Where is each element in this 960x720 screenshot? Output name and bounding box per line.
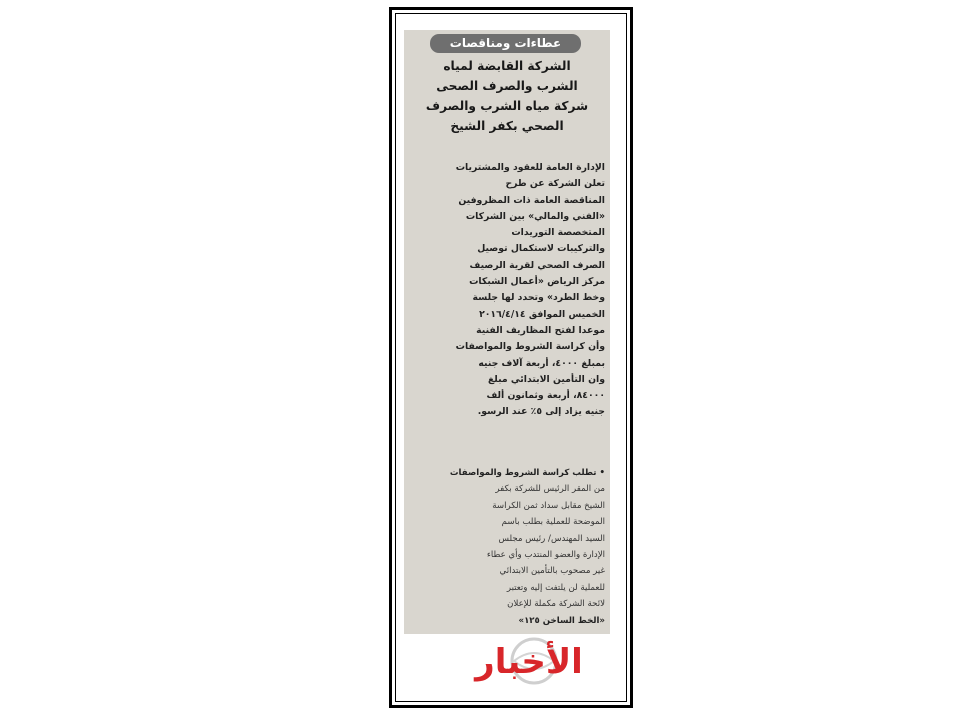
clipping-inner-border (395, 13, 627, 702)
notes-line: غير مصحوب بالتأمين الابتدائي (499, 566, 605, 577)
newspaper-logo (460, 631, 598, 691)
body-line: المناقصة العامة ذات المظروفين (458, 194, 605, 206)
notes-line: السيد المهندس/ رئيس مجلس (498, 533, 605, 544)
al-akhbar-logo-icon (460, 631, 598, 691)
headline (408, 56, 606, 136)
notes-line: الإدارة والعضو المنتدب وأي عطاء (486, 550, 605, 561)
body-line: الصرف الصحي لقرية الرصيف (469, 259, 605, 271)
announcement-body (409, 160, 605, 421)
body-line: «الفني والمالي» بين الشركات (465, 210, 605, 222)
body-line: الخميس الموافق ٢٠١٦/٤/١٤ (479, 308, 605, 320)
body-line: وخط الطرد» وتحدد لها جلسة (472, 292, 605, 304)
newspaper-clipping (404, 30, 610, 634)
logo-text: الأخبار (475, 642, 583, 682)
body-line: تعلن الشركة عن طرح (505, 178, 605, 190)
body-line: المتخصصة التوريدات (511, 227, 605, 239)
headline-line: الصحي بكفر الشيخ (450, 119, 564, 133)
body-line: بمبلغ ٤٠٠٠، أربعة آلاف جنيه (478, 357, 605, 369)
notes-line: الموضحة للعملية بطلب باسم (501, 517, 605, 528)
notes-line: «الخط الساخن ١٢٥» (518, 615, 605, 626)
body-line: جنيه يزاد إلى ٥٪ عند الرسو. (477, 406, 605, 418)
clipping-frame (389, 7, 633, 708)
body-line: ٨٤٠٠٠، أربعة وثمانون ألف (486, 390, 605, 402)
notes-line: للعملية لن يلتفت إليه وتعتبر (506, 582, 605, 593)
section-label: عطاءات ومناقصات (430, 34, 581, 53)
body-line: وأن كراسة الشروط والمواصفات (455, 341, 605, 353)
body-line: الإدارة العامة للعقود والمشتريات (455, 162, 605, 173)
body-line: والتركيبات لاستكمال توصيل (477, 243, 605, 255)
headline-line: الشركة القابضة لمياه (443, 59, 571, 73)
announcement-notes (409, 465, 605, 629)
notes-line: من المقر الرئيس للشركة بكفر (495, 484, 605, 495)
headline-line: الشرب والصرف الصحى (436, 79, 578, 93)
notes-line: الشيخ مقابل سداد ثمن الكراسة (492, 500, 605, 511)
body-line: وان التأمين الابتدائي مبلغ (487, 373, 605, 385)
body-line: مركز الرياض «أعمال الشبكات (469, 276, 605, 288)
headline-line: شركة مياه الشرب والصرف (425, 99, 589, 113)
body-line: موعدا لفتح المظاريف الفنية (476, 324, 605, 336)
notes-line: • تطلب كراسة الشروط والمواصفات (449, 468, 605, 478)
notes-line: لائحة الشركة مكملة للإعلان (507, 599, 605, 610)
